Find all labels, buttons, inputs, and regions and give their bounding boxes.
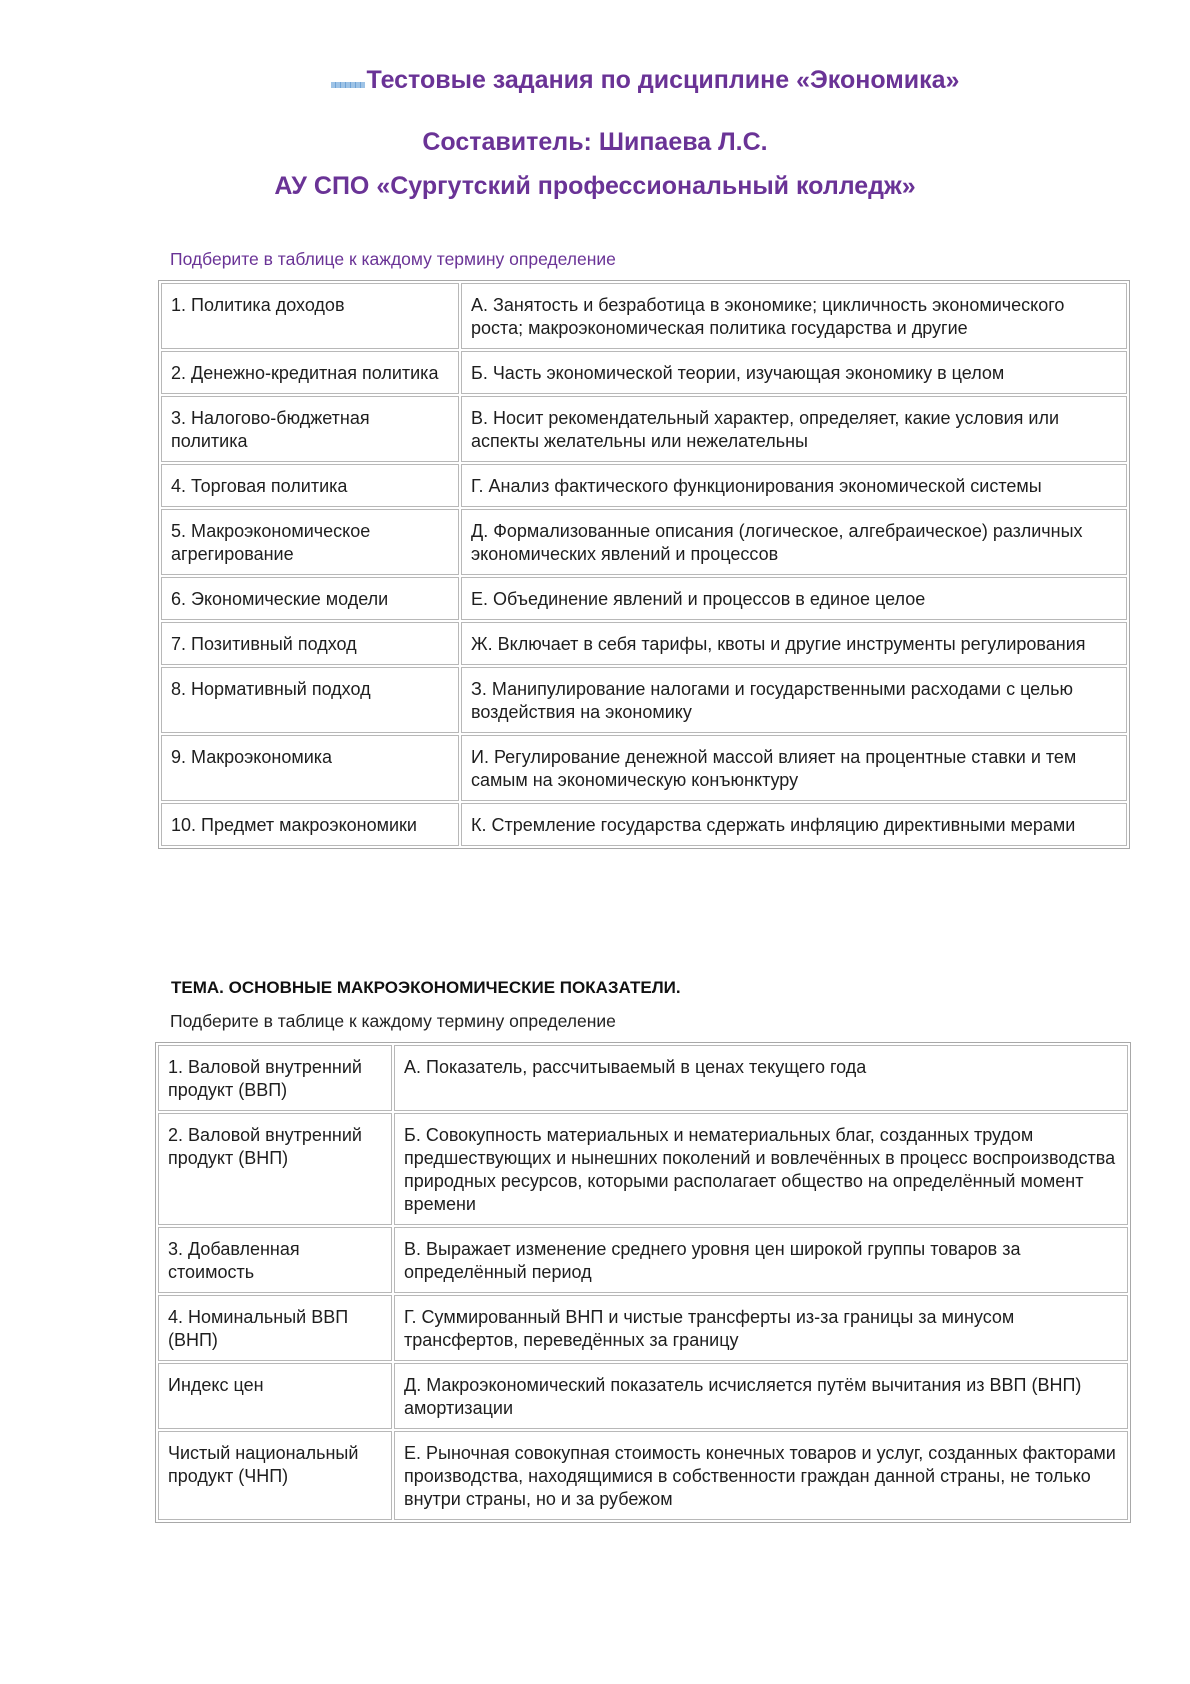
section2-instruction: Подберите в таблице к каждому термину определение <box>170 1011 616 1031</box>
table-row <box>161 283 1127 349</box>
section1-instruction: Подберите в таблице к каждому термину определение <box>170 249 616 269</box>
term-cell: 6. Экономические модели <box>161 577 459 620</box>
table-row <box>158 1363 1128 1429</box>
definition-cell: А. Занятость и безработица в экономике; цикличность экономического роста; макроэкономическая политика государства и другие <box>461 283 1127 349</box>
definition-cell: В. Носит рекомендательный характер, определяет, какие условия или аспекты желательны или нежелательны <box>461 396 1127 462</box>
term-cell: 2. Валовой внутренний продукт (ВНП) <box>158 1113 392 1225</box>
term-cell: 2. Денежно-кредитная политика <box>161 351 459 394</box>
table-row <box>161 667 1127 733</box>
definition-cell: Б. Совокупность материальных и нематериальных благ, созданных трудом предшествующих и нынешних поколений и вовлечённых в процесс воспроизводства природных ресурсов, которыми располагает общество на определённый момент времени <box>394 1113 1128 1225</box>
definition-cell: В. Выражает изменение среднего уровня цен широкой группы товаров за определённый период <box>394 1227 1128 1293</box>
definition-cell: Б. Часть экономической теории, изучающая экономику в целом <box>461 351 1127 394</box>
table-row <box>161 464 1127 507</box>
term-cell: 7. Позитивный подход <box>161 622 459 665</box>
definition-cell: Г. Анализ фактического функционирования экономической системы <box>461 464 1127 507</box>
section1-matching-table <box>158 280 1130 849</box>
term-cell: 10. Предмет макроэкономики <box>161 803 459 846</box>
table-row <box>161 622 1127 665</box>
term-cell: 4. Торговая политика <box>161 464 459 507</box>
definition-cell: Д. Формализованные описания (логическое, алгебраическое) различных экономических явлений и процессов <box>461 509 1127 575</box>
definition-cell: Е. Объединение явлений и процессов в единое целое <box>461 577 1127 620</box>
title-text: Тестовые задания по дисциплине «Экономика» <box>366 66 960 94</box>
organization-line: АУ СПО «Сургутский профессиональный колледж» <box>274 172 916 200</box>
definition-cell: Д. Макроэкономический показатель исчисляется путём вычитания из ВВП (ВНП) амортизации <box>394 1363 1128 1429</box>
term-cell: 1. Валовой внутренний продукт (ВВП) <box>158 1045 392 1111</box>
term-cell: Чистый национальный продукт (ЧНП) <box>158 1431 392 1520</box>
table-row <box>161 509 1127 575</box>
definition-cell: Г. Суммированный ВНП и чистые трансферты из-за границы за минусом трансфертов, переведённых за границу <box>394 1295 1128 1361</box>
term-cell: 8. Нормативный подход <box>161 667 459 733</box>
definition-cell: А. Показатель, рассчитываемый в ценах текущего года <box>394 1045 1128 1111</box>
author-line: Составитель: Шипаева Л.С. <box>422 128 768 156</box>
table-row <box>161 577 1127 620</box>
term-cell: 3. Налогово-бюджетная политика <box>161 396 459 462</box>
table-row <box>161 735 1127 801</box>
section2-matching-table <box>155 1042 1131 1523</box>
term-cell: 3. Добавленная стоимость <box>158 1227 392 1293</box>
definition-cell: И. Регулирование денежной массой влияет на процентные ставки и тем самым на экономическую конъюнктуру <box>461 735 1127 801</box>
table-row <box>158 1113 1128 1225</box>
table-row <box>161 396 1127 462</box>
definition-cell: Ж. Включает в себя тарифы, квоты и другие инструменты регулирования <box>461 622 1127 665</box>
term-cell: 5. Макроэкономическое агрегирование <box>161 509 459 575</box>
term-cell: 9. Макроэкономика <box>161 735 459 801</box>
bookmark-marker-icon <box>331 82 365 88</box>
term-cell: 1. Политика доходов <box>161 283 459 349</box>
section2-heading: ТЕМА. ОСНОВНЫЕ МАКРОЭКОНОМИЧЕСКИЕ ПОКАЗАТЕЛИ. <box>171 978 681 997</box>
table-row <box>158 1295 1128 1361</box>
table-row <box>158 1045 1128 1111</box>
table-row <box>158 1227 1128 1293</box>
table-row <box>161 803 1127 846</box>
table-row <box>161 351 1127 394</box>
definition-cell: Е. Рыночная совокупная стоимость конечных товаров и услуг, созданных факторами производства, находящимися в собственности граждан данной страны, не только внутри страны, но и за рубежом <box>394 1431 1128 1520</box>
definition-cell: К. Стремление государства сдержать инфляцию директивными мерами <box>461 803 1127 846</box>
definition-cell: З. Манипулирование налогами и государственными расходами с целью воздействия на экономику <box>461 667 1127 733</box>
table-row <box>158 1431 1128 1520</box>
term-cell: Индекс цен <box>158 1363 392 1429</box>
document-title <box>0 66 1190 95</box>
term-cell: 4. Номинальный ВВП (ВНП) <box>158 1295 392 1361</box>
